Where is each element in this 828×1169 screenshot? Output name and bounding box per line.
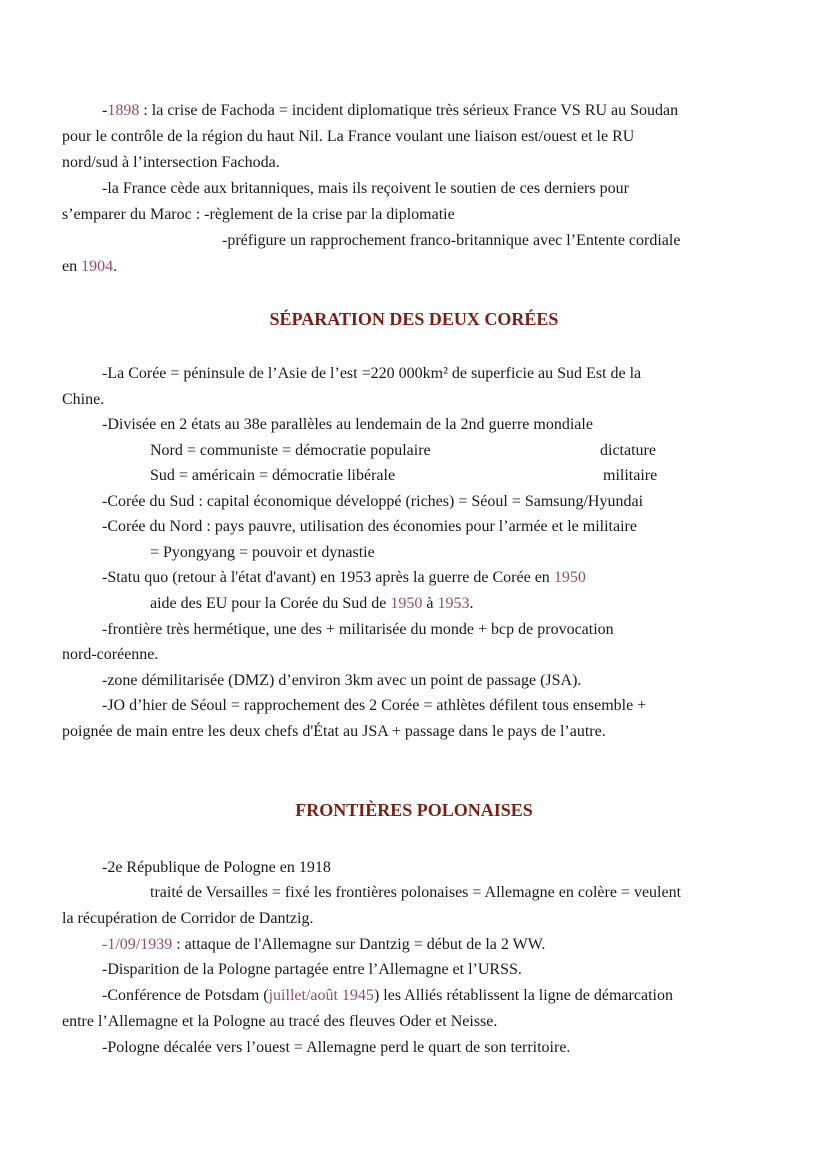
coree-line-14: -JO d’hier de Séoul = rapprochement des 2 Corée = athlètes défilent tous ensemble +	[102, 697, 647, 714]
pologne-line-6: -Conférence de Potsdam (juillet/août 1945) les Alliés rétablissent la ligne de démarcation	[102, 987, 673, 1004]
fachoda-line-4: -la France cède aux britanniques, mais ils reçoivent le soutien de ces derniers pour	[102, 180, 629, 197]
pologne-line-7: entre l’Allemagne et la Pologne au tracé des fleuves Oder et Neisse.	[62, 1013, 498, 1030]
coree-line-11: -frontière très hermétique, une des + militarisée du monde + bcp de provocation	[102, 621, 614, 638]
coree-line-3: -Divisée en 2 états au 38e parallèles au lendemain de la 2nd guerre mondiale	[102, 416, 593, 433]
pologne-line-2: traité de Versailles = fixé les frontières polonaises = Allemagne en colère = veulent	[150, 884, 682, 901]
date-1950: 1950	[553, 569, 586, 586]
date-1939: -1/09/1939	[102, 936, 173, 953]
coree-line-8: = Pyongyang = pouvoir et dynastie	[150, 544, 375, 561]
coree-line-1: -La Corée = péninsule de l’Asie de l’est =220 000km² de superficie au Sud Est de la	[102, 365, 642, 382]
coree-line-10: aide des EU pour la Corée du Sud de 1950 à 1953.	[150, 595, 474, 612]
coree-sud: Sud = américain = démocratie libérale	[150, 467, 396, 484]
pologne-line-4: -1/09/1939 : attaque de l'Allemagne sur Dantzig = début de la 2 WW.	[102, 936, 546, 953]
fachoda-line-5: s’emparer du Maroc : -règlement de la crise par la diplomatie	[62, 206, 455, 223]
coree-line-2: Chine.	[62, 391, 105, 408]
heading-coree: SÉPARATION DES DEUX CORÉES	[269, 309, 559, 329]
coree-line-9: -Statu quo (retour à l'état d'avant) en 1953 après la guerre de Corée en 1950	[102, 569, 586, 586]
coree-line-15: poignée de main entre les deux chefs d'État au JSA + passage dans le pays de l’autre.	[62, 723, 606, 740]
pologne-line-5: -Disparition de la Pologne partagée entre l’Allemagne et l’URSS.	[102, 961, 522, 978]
heading-pologne: FRONTIÈRES POLONAISES	[295, 800, 533, 820]
date-1953: 1953	[437, 595, 470, 612]
pologne-line-3: la récupération de Corridor de Dantzig.	[62, 910, 314, 927]
coree-nord-regime: dictature	[600, 442, 656, 459]
fachoda-line-7: en 1904.	[62, 258, 118, 275]
coree-line-7: -Corée du Nord : pays pauvre, utilisation des économies pour l’armée et le militaire	[102, 518, 637, 535]
coree-sud-regime: militaire	[603, 467, 658, 484]
pologne-line-1: -2e République de Pologne en 1918	[102, 859, 331, 876]
coree-line-6: -Corée du Sud : capital économique développé (riches) = Séoul = Samsung/Hyundai	[102, 493, 644, 510]
fachoda-line-1: -1898 : la crise de Fachoda = incident diplomatique très sérieux France VS RU au Soudan	[102, 102, 679, 119]
coree-nord: Nord = communiste = démocratie populaire	[150, 442, 431, 459]
date-1904: 1904	[81, 258, 114, 275]
date-1898: 1898	[107, 102, 140, 119]
fachoda-line-2: pour le contrôle de la région du haut Nil. La France voulant une liaison est/ouest et le RU	[62, 128, 635, 145]
fachoda-line-6: -préfigure un rapprochement franco-britannique avec l’Entente cordiale	[222, 232, 681, 249]
date-1945: juillet/août 1945	[268, 987, 374, 1004]
coree-line-12: nord-coréenne.	[62, 646, 159, 663]
fachoda-line-3: nord/sud à l’intersection Fachoda.	[62, 154, 280, 171]
coree-line-13: -zone démilitarisée (DMZ) d’environ 3km avec un point de passage (JSA).	[102, 672, 582, 689]
date-1950: 1950	[390, 595, 423, 612]
pologne-line-8: -Pologne décalée vers l’ouest = Allemagne perd le quart de son territoire.	[102, 1039, 571, 1056]
